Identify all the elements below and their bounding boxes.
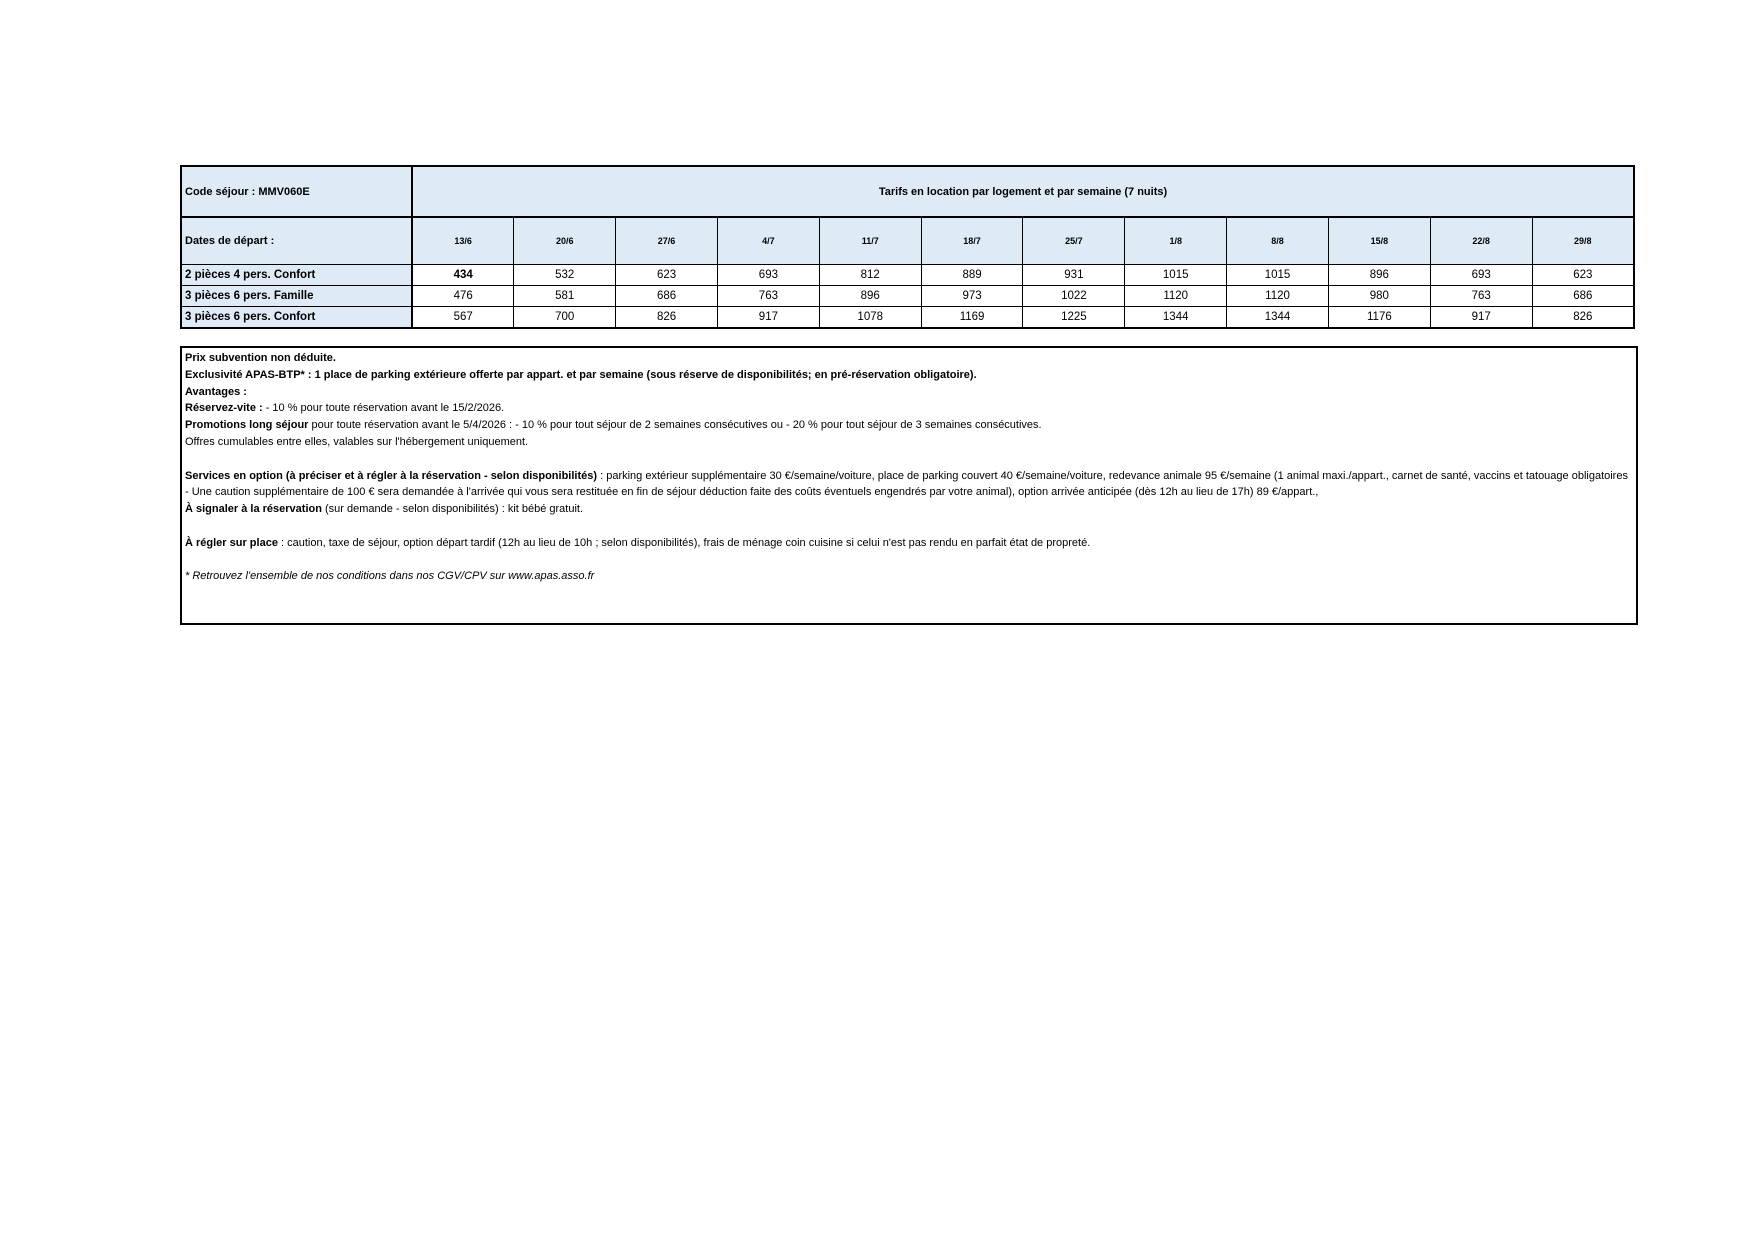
price-cell: 1120: [1125, 286, 1227, 307]
table-row: [181, 265, 1634, 286]
departure-date-cell: 29/8: [1532, 217, 1634, 265]
long-stay-note: Promotions long séjour pour toute réservation avant le 5/4/2026 : - 10 % pour tout séjour de 2 semaines consécutives ou - 20 % pour tout séjour de 3 semaines consécutives.: [185, 419, 1042, 432]
price-cell: 1015: [1227, 265, 1329, 286]
price-cell: 1344: [1227, 307, 1329, 329]
accommodation-label: 3 pièces 6 pers. Confort: [181, 307, 412, 329]
price-cell: 693: [1430, 265, 1532, 286]
cumulative-offers-note: Offres cumulables entre elles, valables sur l'hébergement uniquement.: [185, 435, 529, 448]
table-title: Tarifs en location par logement et par semaine (7 nuits): [412, 166, 1634, 217]
price-cell: 1078: [819, 307, 921, 329]
accommodation-label: 3 pièces 6 pers. Famille: [181, 286, 412, 307]
departure-date-cell: 4/7: [717, 217, 819, 265]
price-cell: 826: [616, 307, 718, 329]
advantages-heading: Avantages :: [185, 385, 247, 398]
departure-date-cell: 25/7: [1023, 217, 1125, 265]
price-cell: 917: [1430, 307, 1532, 329]
price-cell: 763: [717, 286, 819, 307]
departure-date-cell: 1/8: [1125, 217, 1227, 265]
price-cell: 889: [921, 265, 1023, 286]
departure-date-cell: 22/8: [1430, 217, 1532, 265]
price-cell: 980: [1328, 286, 1430, 307]
price-cell: 896: [1328, 265, 1430, 286]
price-cell: 917: [717, 307, 819, 329]
price-cell: 1015: [1125, 265, 1227, 286]
price-cell: 1169: [921, 307, 1023, 329]
departure-dates-row: [181, 217, 1634, 265]
price-cell: 623: [616, 265, 718, 286]
price-cell: 623: [1532, 265, 1634, 286]
tariff-table: [180, 165, 1635, 329]
price-cell: 973: [921, 286, 1023, 307]
departure-date-cell: 13/6: [412, 217, 514, 265]
conditions-box: [180, 346, 1638, 625]
departure-date-cell: 11/7: [819, 217, 921, 265]
price-cell: 763: [1430, 286, 1532, 307]
price-cell: 896: [819, 286, 921, 307]
price-cell: 1120: [1227, 286, 1329, 307]
early-booking-note: Réservez-vite : - 10 % pour toute réservation avant le 15/2/2026.: [185, 402, 505, 415]
exclusivity-note: Exclusivité APAS-BTP* : 1 place de parking extérieure offerte par appart. et par semaine (sous réserve de disponibilités; en pré-réservation obligatoire).: [185, 368, 977, 381]
price-cell: 567: [412, 307, 514, 329]
price-cell: 826: [1532, 307, 1634, 329]
price-cell: 532: [514, 265, 616, 286]
terms-footer-note: * Retrouvez l'ensemble de nos conditions dans nos CGV/CPV sur www.apas.asso.fr: [185, 570, 595, 583]
departure-date-cell: 8/8: [1227, 217, 1329, 265]
price-cell: 1344: [1125, 307, 1227, 329]
accommodation-label: 2 pièces 4 pers. Confort: [181, 265, 412, 286]
price-cell: 931: [1023, 265, 1125, 286]
table-row: [181, 286, 1634, 307]
stay-code-label: Code séjour : MMV060E: [181, 166, 412, 217]
table-row: [181, 307, 1634, 329]
price-cell: 476: [412, 286, 514, 307]
price-cell: 434: [412, 265, 514, 286]
departure-dates-label: Dates de départ :: [181, 217, 412, 265]
booking-request-note: À signaler à la réservation (sur demande - selon disponibilités) : kit bébé gratuit.: [185, 503, 584, 516]
subsidy-note: Prix subvention non déduite.: [185, 352, 336, 364]
on-site-payment-note: À régler sur place : caution, taxe de séjour, option départ tardif (12h au lieu de 10h ; selon disponibilités), frais de ménage coin cuisine si celui n'est pas rendu en parfait état de propreté.: [185, 536, 1091, 549]
departure-date-cell: 15/8: [1328, 217, 1430, 265]
price-cell: 1022: [1023, 286, 1125, 307]
price-cell: 812: [819, 265, 921, 286]
table-header-row: [181, 166, 1634, 217]
price-cell: 686: [616, 286, 718, 307]
price-cell: 1225: [1023, 307, 1125, 329]
price-cell: 693: [717, 265, 819, 286]
departure-date-cell: 20/6: [514, 217, 616, 265]
optional-services-note: Services en option (à préciser et à régler à la réservation - selon disponibilités) : parking extérieur supplémentaire 30 €/semaine/voiture, place de parking couvert 40 €/semaine/voiture, redevance animale 95 €/semaine (1 animal maxi./appart., carnet de santé, vaccins et tatouage obligatoires - Une caution supplémentaire de 100 € sera demandée à l'arrivée qui vous sera restituée en fin de séjour déduction faite des coûts éventuels engendrés par votre animal), option arrivée anticipée (dès 12h au lieu de 17h) 89 €/appart.,: [185, 469, 1628, 499]
price-cell: 581: [514, 286, 616, 307]
departure-date-cell: 27/6: [616, 217, 718, 265]
departure-date-cell: 18/7: [921, 217, 1023, 265]
price-cell: 686: [1532, 286, 1634, 307]
price-cell: 700: [514, 307, 616, 329]
price-cell: 1176: [1328, 307, 1430, 329]
